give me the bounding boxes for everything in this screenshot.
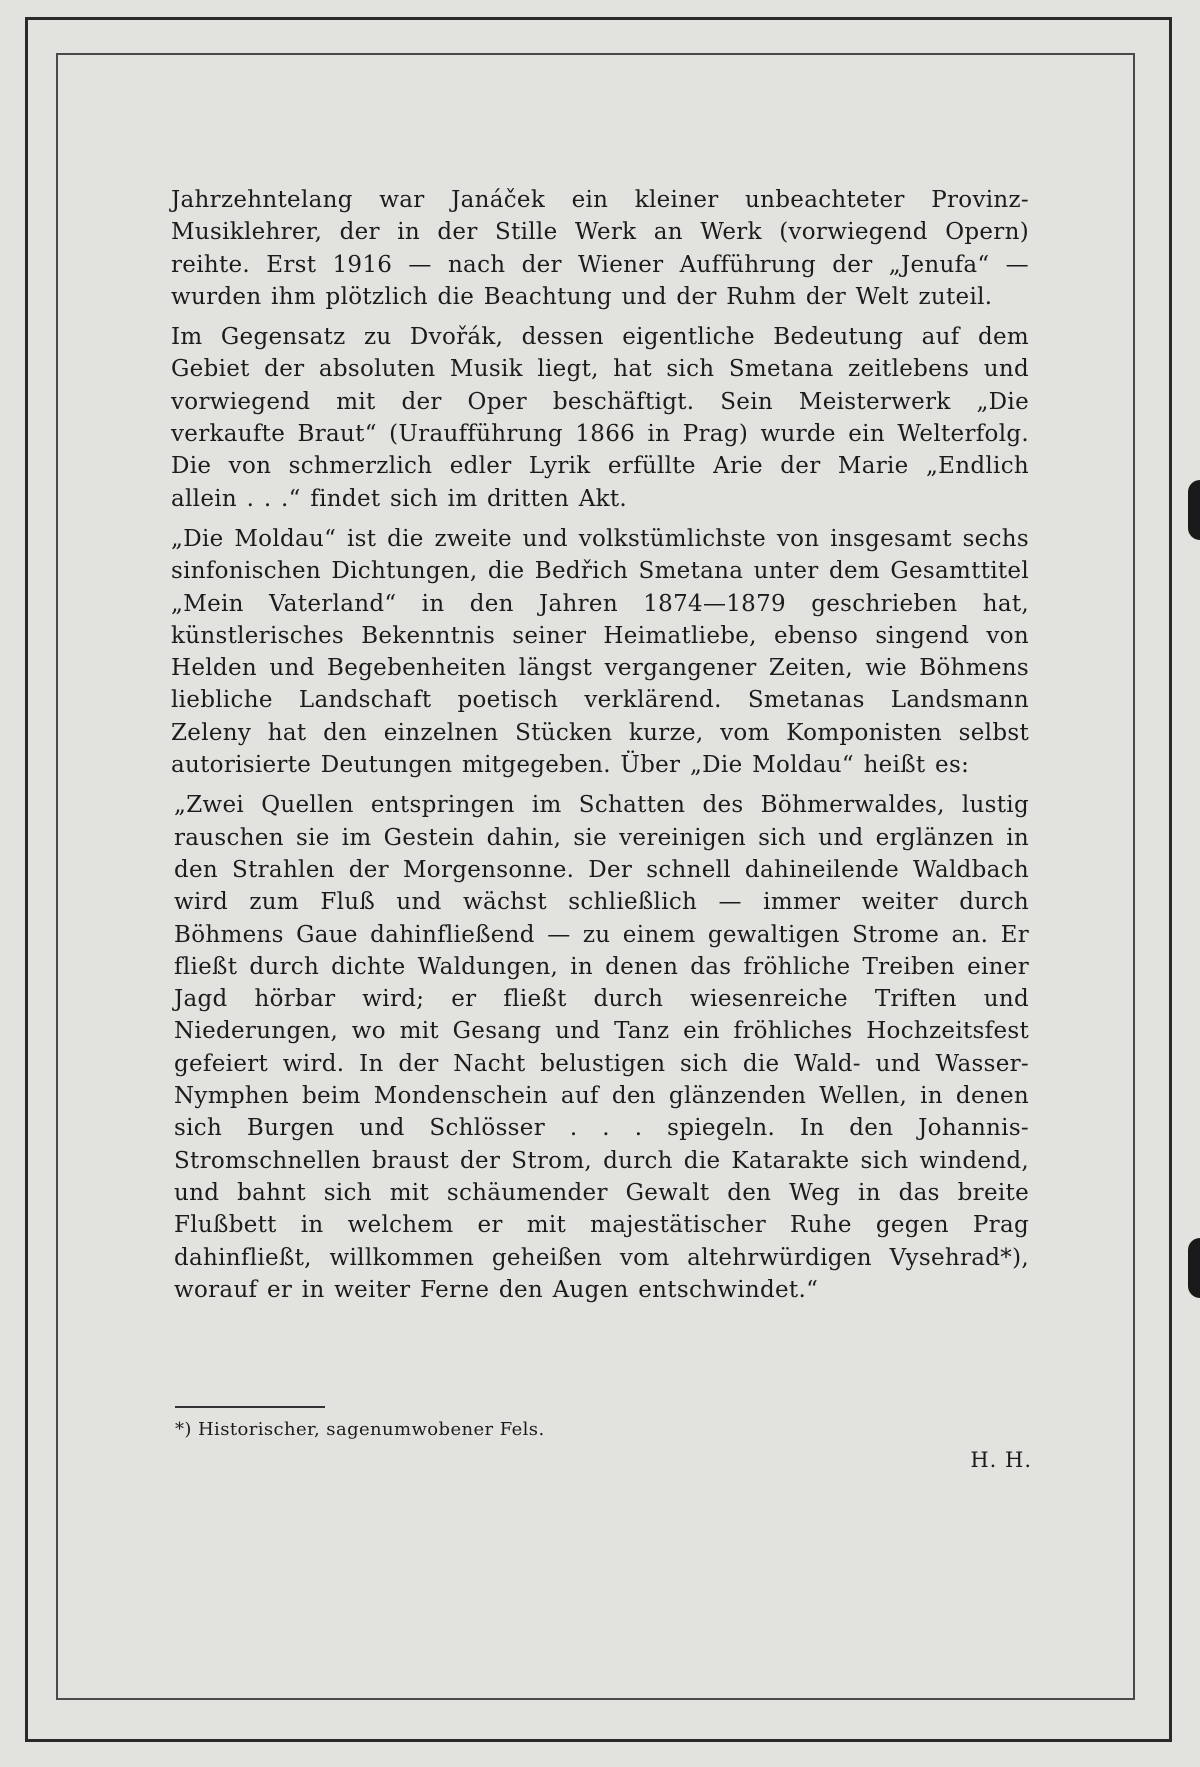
body-text xyxy=(171,184,1029,1314)
paragraph-janacek: Jahrzehntelang war Janáček ein kleiner unbeachteter Provinz-Musiklehrer, der in der Stille Werk an Werk (vorwiegend Opern) reihte. Erst 1916 — nach der Wiener Aufführung der „Jenufa“ — wurden ihm plötzlich die Beachtung und der Ruhm der Welt zuteil. xyxy=(171,187,1029,310)
footnote: *) Historischer, sagenumwobener Fels. xyxy=(175,1419,545,1440)
paragraph-moldau-quote: „Zwei Quellen entspringen im Schatten des Böhmerwaldes, lustig rauschen sie im Gestein dahin, sie vereinigen sich und erglänzen in den Strahlen der Morgensonne. Der schnell dahineilende Waldbach wird zum Fluß und wächst schließlich — immer weiter durch Böhmens Gaue dahinfließend — zu einem gewaltigen Strome an. Er fließt durch dichte Waldungen, in denen das fröhliche Treiben einer Jagd hörbar wird; er fließt durch wiesenreiche Triften und Niederungen, wo mit Gesang und Tanz ein fröhliches Hochzeitsfest gefeiert wird. In der Nacht belustigen sich die Wald- und Wasser-Nymphen beim Mondenschein auf den glänzenden Wellen, in denen sich Burgen und Schlösser . . . spiegeln. In den Johannis-Stromschnellen braust der Strom, durch die Katarakte sich windend, und bahnt sich mit schäumender Gewalt den Weg in das breite Flußbett in welchem er mit majestätischer Ruhe gegen Prag dahinfließt, willkommen geheißen vom altehrwürdigen Vysehrad*), worauf er in weiter Ferne den Augen entschwindet.“ xyxy=(174,792,1029,1303)
footnote-divider xyxy=(175,1406,325,1408)
paragraph-moldau-intro: „Die Moldau“ ist die zweite und volkstümlichste von insgesamt sechs sinfonischen Dichtungen, die Bedřich Smetana unter dem Gesamttitel „Mein Vaterland“ in den Jahren 1874—1879 geschrieben hat, künstlerisches Bekenntnis seiner Heimatliebe, ebenso singend von Helden und Begebenheiten längst vergangener Zeiten, wie Böhmens liebliche Landschaft poetisch verklärend. Smetanas Landsmann Zeleny hat den einzelnen Stücken kurze, vom Komponisten selbst autorisierte Deutungen mitgegeben. Über „Die Moldau“ heißt es: xyxy=(171,525,1029,779)
binding-hole-mark xyxy=(1188,480,1200,540)
paragraph-smetana-opera: Im Gegensatz zu Dvořák, dessen eigentliche Bedeutung auf dem Gebiet der absoluten Musik liegt, hat sich Smetana zeitlebens und vorwiegend mit der Oper beschäftigt. Sein Meisterwerk „Die verkaufte Braut“ (Uraufführung 1866 in Prag) wurde ein Welterfolg. Die von schmerzlich edler Lyrik erfüllte Arie der Marie „Endlich allein . . .“ findet sich im dritten Akt. xyxy=(171,324,1029,512)
binding-hole-mark xyxy=(1188,1238,1200,1298)
author-signature: H. H. xyxy=(970,1448,1032,1472)
